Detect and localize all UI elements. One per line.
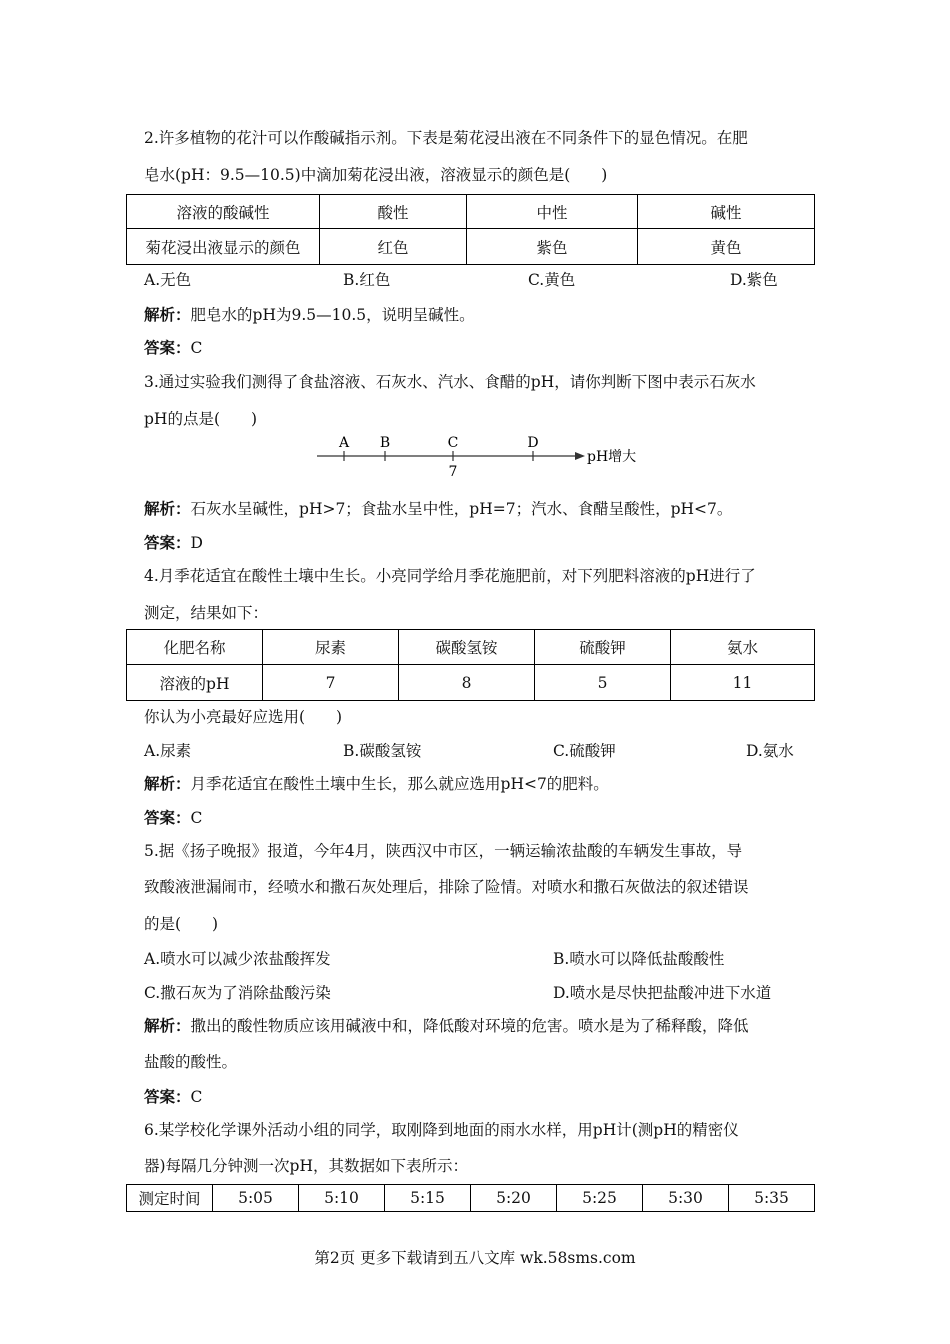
q2-table-cell: 紫色 (467, 229, 638, 265)
point-label-b: B (379, 435, 391, 451)
q4-table-cell: 8 (399, 665, 535, 701)
q2-table-cell: 菊花浸出液显示的颜色 (127, 229, 320, 265)
q2-table-cell: 红色 (320, 229, 467, 265)
q4-table-cell: 溶液的pH (127, 665, 263, 701)
q6-table-cell: 5:35 (729, 1185, 815, 1212)
q5-answer (144, 1087, 202, 1107)
q4-option-d: D.氨水 (746, 742, 794, 760)
q2-stem-line1: 2.许多植物的花汁可以作酸碱指示剂。下表是菊花浸出液在不同条件下的显色情况。在肥 (144, 129, 748, 147)
q2-option-c: C.黄色 (528, 271, 576, 289)
q2-table (126, 194, 815, 265)
q6-table-cell: 5:30 (643, 1185, 729, 1212)
analysis-label: 解析： (144, 306, 191, 324)
answer-text: C (190, 809, 203, 827)
q4-analysis (144, 774, 609, 794)
q2-answer (144, 338, 202, 358)
q6-table-cell: 5:15 (385, 1185, 471, 1212)
q6-table-cell: 5:10 (299, 1185, 385, 1212)
q6-table-cell: 测定时间 (127, 1185, 213, 1212)
answer-label: 答案： (144, 339, 191, 357)
q4-table-cell: 碳酸氢铵 (399, 630, 535, 665)
q4-table-cell: 氨水 (671, 630, 815, 665)
q2-table-cell: 碱性 (638, 195, 815, 229)
q5-analysis-line1 (144, 1016, 749, 1036)
q5-stem-line2: 致酸液泄漏闹市，经喷水和撒石灰处理后，排除了险情。对喷水和撒石灰做法的叙述错误 (144, 878, 749, 896)
analysis-text: 月季花适宜在酸性土壤中生长，那么就应选用pH<7的肥料。 (190, 775, 609, 793)
q5-option-c: C.撒石灰为了消除盐酸污染 (144, 984, 331, 1002)
analysis-text: 石灰水呈碱性，pH>7；食盐水呈中性，pH=7；汽水、食醋呈酸性，pH<7。 (190, 500, 733, 518)
q3-stem-line2: pH的点是( ) (144, 410, 258, 428)
q4-option-b: B.碳酸氢铵 (343, 742, 422, 760)
arrow-head-icon (575, 452, 585, 460)
q6-stem-line1: 6.某学校化学课外活动小组的同学，取刚降到地面的雨水水样，用pH计(测pH的精密仪 (144, 1121, 739, 1139)
q5-option-d: D.喷水是尽快把盐酸冲进下水道 (553, 984, 772, 1002)
q3-stem-line1: 3.通过实验我们测得了食盐溶液、石灰水、汽水、食醋的pH，请你判断下图中表示石灰水 (144, 373, 756, 391)
q4-table-cell: 化肥名称 (127, 630, 263, 665)
point-label-a: A (338, 435, 350, 451)
q4-stem-line2: 测定，结果如下： (144, 604, 269, 622)
q4-table (126, 629, 815, 701)
q4-table-cell: 硫酸钾 (535, 630, 671, 665)
q2-option-a: A.无色 (144, 271, 192, 289)
q4-table-cell: 5 (535, 665, 671, 701)
q4-option-a: A.尿素 (144, 742, 192, 760)
answer-label: 答案： (144, 809, 191, 827)
answer-label: 答案： (144, 534, 191, 552)
q4-answer (144, 808, 202, 828)
q5-stem-line1: 5.据《扬子晚报》报道，今年4月，陕西汉中市区，一辆运输浓盐酸的车辆发生事故，导 (144, 842, 743, 860)
answer-text: C (190, 1088, 203, 1106)
q6-table (126, 1184, 815, 1212)
q5-option-b: B.喷水可以降低盐酸酸性 (553, 950, 725, 968)
q3-analysis (144, 499, 732, 519)
axis-label: pH增大 (587, 449, 637, 465)
answer-text: D (190, 534, 203, 552)
q2-table-cell: 酸性 (320, 195, 467, 229)
page-footer: 第2页 更多下载请到五八文库 wk.58sms.com (314, 1249, 636, 1267)
ph-number-line (300, 430, 660, 482)
point-sublabel-c: 7 (448, 464, 458, 480)
q4-stem-line3: 你认为小亮最好应选用( ) (144, 708, 343, 726)
q2-option-d: D.紫色 (730, 271, 778, 289)
q5-stem-line3: 的是( ) (144, 915, 219, 933)
analysis-label: 解析： (144, 775, 191, 793)
q3-answer (144, 533, 203, 553)
analysis-label: 解析： (144, 500, 191, 518)
q4-table-cell: 7 (263, 665, 399, 701)
q2-analysis (144, 305, 475, 325)
q4-table-cell: 11 (671, 665, 815, 701)
q2-table-cell: 中性 (467, 195, 638, 229)
q2-option-b: B.红色 (343, 271, 391, 289)
analysis-label: 解析： (144, 1017, 191, 1035)
q4-stem-line1: 4.月季花适宜在酸性土壤中生长。小亮同学给月季花施肥前，对下列肥料溶液的pH进行了 (144, 567, 756, 585)
answer-text: C (190, 339, 203, 357)
q6-table-cell: 5:20 (471, 1185, 557, 1212)
q6-stem-line2: 器)每隔几分钟测一次pH，其数据如下表所示： (144, 1157, 468, 1175)
q6-table-cell: 5:25 (557, 1185, 643, 1212)
point-label-c: C (447, 435, 459, 451)
analysis-text: 肥皂水的pH为9.5—10.5，说明呈碱性。 (190, 306, 475, 324)
q5-analysis-line2: 盐酸的酸性。 (144, 1053, 238, 1071)
q2-table-cell: 溶液的酸碱性 (127, 195, 320, 229)
q2-stem-line2: 皂水(pH：9.5—10.5)中滴加菊花浸出液，溶液显示的颜色是( ) (144, 166, 608, 184)
q5-option-a: A.喷水可以减少浓盐酸挥发 (144, 950, 331, 968)
q4-table-cell: 尿素 (263, 630, 399, 665)
answer-label: 答案： (144, 1088, 191, 1106)
q4-option-c: C.硫酸钾 (553, 742, 616, 760)
point-label-d: D (527, 435, 539, 451)
analysis-text: 撒出的酸性物质应该用碱液中和，降低酸对环境的危害。喷水是为了稀释酸，降低 (190, 1017, 749, 1035)
q2-table-cell: 黄色 (638, 229, 815, 265)
q6-table-cell: 5:05 (213, 1185, 299, 1212)
